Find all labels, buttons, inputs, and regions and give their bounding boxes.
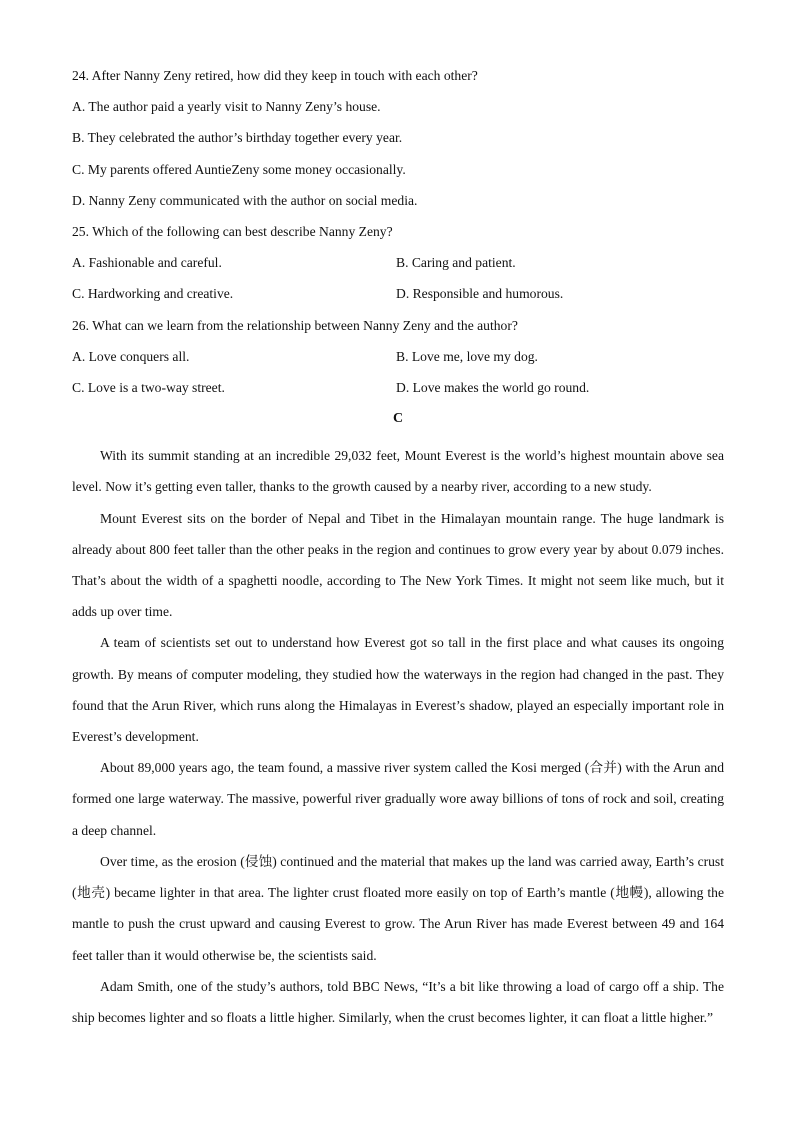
question-26-option-a: A. Love conquers all. [72, 348, 190, 364]
question-25-stem: 25. Which of the following can best describe Nanny Zeny? [72, 223, 393, 239]
question-24-option-a: A. The author paid a yearly visit to Nanny Zeny’s house. [72, 99, 381, 115]
passage-paragraph-1: With its summit standing at an incredible 29,032 feet, Mount Everest is the world’s highest mountain above sea level. Now it’s getting even taller, thanks to the growth caused by a nearby river, according to a new study. [72, 448, 724, 495]
question-25-option-d: D. Responsible and humorous. [396, 286, 564, 302]
question-26-option-b: B. Love me, love my dog. [396, 348, 538, 364]
question-25-options-row-2 [72, 282, 724, 313]
question-25-option-a: A. Fashionable and careful. [72, 255, 222, 271]
question-25-options-row-1 [72, 251, 724, 282]
passage-paragraph-3: A team of scientists set out to understand how Everest got so tall in the first place and what causes its ongoing growth. By means of computer modeling, they studied how the waterways in the region had changed in the past. They found that the Arun River, which runs along the Himalayas in Everest’s shadow, played an especially important role in Everest’s development. [72, 635, 724, 745]
question-26-option-c: C. Love is a two-way street. [72, 379, 225, 395]
passage-paragraph-5: Over time, as the erosion (侵蚀) continued and the material that makes up the land was carried away, Earth’s crust (地壳) became lighter in that area. The lighter crust floated more easily on top of Earth’s mantle (地幔), allowing the mantle to push the crust upward and causing Everest to grow. The Arun River has made Everest between 49 and 164 feet taller than it would otherwise be, the scientists said. [72, 853, 724, 963]
question-25-option-b: B. Caring and patient. [396, 255, 516, 271]
question-24-option-c: C. My parents offered AuntieZeny some money occasionally. [72, 161, 406, 177]
question-26-options-row-2 [72, 376, 724, 407]
passage-title: C [392, 411, 404, 427]
passage-paragraph-2: Mount Everest sits on the border of Nepal and Tibet in the Himalayan mountain range. The huge landmark is already about 800 feet taller than the other peaks in the region and continues to grow every year by about 0.079 inches. That’s about the width of a spaghetti noodle, according to The New York Times. It might not seem like much, but it adds up over time. [72, 510, 724, 620]
question-24-stem: 24. After Nanny Zeny retired, how did they keep in touch with each other? [72, 68, 478, 83]
question-26-option-d: D. Love makes the world go round. [396, 379, 590, 395]
question-26-options-row-1 [72, 345, 724, 376]
question-24-option-d: D. Nanny Zeny communicated with the author on social media. [72, 192, 418, 208]
passage-paragraph-6: Adam Smith, one of the study’s authors, told BBC News, “It’s a bit like throwing a load of cargo off a ship. The ship becomes lighter and so floats a little higher. Similarly, when the crust becomes lighter, it can float a little higher.” [72, 978, 724, 1025]
document-page [72, 64, 724, 1033]
passage-paragraph-4: About 89,000 years ago, the team found, a massive river system called the Kosi merged (合并) with the Arun and formed one large waterway. The massive, powerful river gradually wore away billions of tons of rock and soil, creating a deep channel. [72, 760, 724, 838]
question-26-stem: 26. What can we learn from the relationship between Nanny Zeny and the author? [72, 317, 518, 333]
question-25-option-c: C. Hardworking and creative. [72, 286, 234, 302]
question-24-option-b: B. They celebrated the author’s birthday together every year. [72, 130, 403, 146]
